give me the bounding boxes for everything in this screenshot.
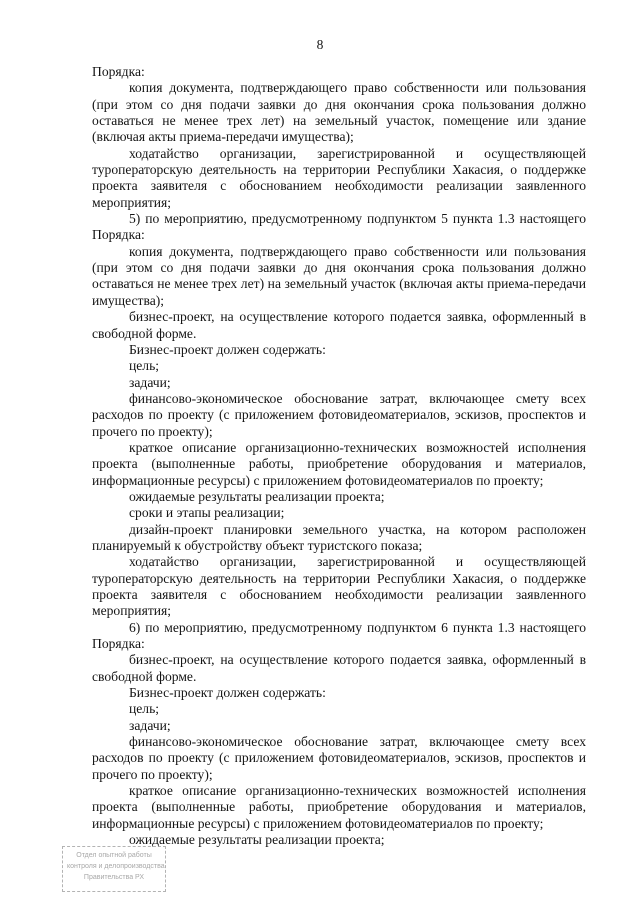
paragraph: копия документа, подтверждающего право собственности или пользования (при этом со дня подачи заявки до дня окончания срока пользования должно оставаться не менее трех лет) на земельный участок, помещение или здание (включая акты приема-передачи имущества);	[92, 80, 586, 145]
registration-stamp	[62, 846, 166, 892]
paragraph: Порядка:	[92, 64, 145, 79]
stamp-line: Правительства РХ	[83, 874, 145, 881]
paragraph: цель;	[129, 358, 160, 374]
paragraph: копия документа, подтверждающего право собственности или пользования (при этом со дня подачи заявки до дня окончания срока пользования должно оставаться не менее трех лет) на земельный участок (включая акты приема-передачи имущества);	[92, 243, 586, 308]
paragraph: краткое описание организационно-технических возможностей исполнения проекта (выполненные работы, приобретение оборудования и материалов, информационные ресурсы) с приложением фотовидеоматериалов по проекту;	[92, 783, 586, 831]
document-body	[92, 64, 586, 849]
paragraph: Бизнес-проект должен содержать:	[129, 341, 326, 357]
paragraph: финансово-экономическое обоснование затрат, включающее смету всех расходов по проекту (с приложением фотовидеоматериалов, эскизов, проспектов и прочего по проекту);	[92, 734, 586, 782]
paragraph: дизайн-проект планировки земельного участка, на котором расположен планируемый к обустройству объект туристского показа;	[92, 521, 586, 553]
paragraph: бизнес-проект, на осуществление которого подается заявка, оформленный в свободной форме.	[92, 309, 586, 341]
paragraph: цель;	[129, 701, 160, 717]
paragraph: задачи;	[129, 374, 171, 390]
paragraph: 5) по мероприятию, предусмотренному подпунктом 5 пункта 1.3 настоящего Порядка:	[92, 211, 586, 243]
paragraph: финансово-экономическое обоснование затрат, включающее смету всех расходов по проекту (с приложением фотовидеоматериалов, эскизов, проспектов и прочего по проекту);	[92, 390, 586, 439]
paragraph: ожидаемые результаты реализации проекта;	[129, 832, 385, 848]
stamp-line: Отдел опытной работы	[76, 852, 152, 859]
paragraph: Бизнес-проект должен содержать:	[129, 685, 326, 701]
paragraph: бизнес-проект, на осуществление которого подается заявка, оформленный в свободной форме.	[92, 652, 586, 684]
paragraph: ходатайство организации, зарегистрированной и осуществляющей туроператорскую деятельность на территории Республики Хакасия, о поддержке проекта заявителя с обоснованием необходимости реализации заявленного мероприятия;	[92, 554, 586, 619]
stamp-line: контроля и делопроизводства	[67, 863, 165, 870]
paragraph: ходатайство организации, зарегистрированной и осуществляющей туроператорскую деятельность на территории Республики Хакасия, о поддержке проекта заявителя с обоснованием необходимости реализации заявленного мероприятия;	[92, 145, 586, 210]
paragraph: задачи;	[129, 717, 171, 733]
page-number: 8	[316, 37, 324, 52]
paragraph: 6) по мероприятию, предусмотренному подпунктом 6 пункта 1.3 настоящего Порядка:	[92, 619, 586, 652]
paragraph: ожидаемые результаты реализации проекта;	[129, 488, 385, 504]
paragraph: сроки и этапы реализации;	[129, 505, 285, 521]
paragraph: краткое описание организационно-технических возможностей исполнения проекта (выполненные работы, приобретение оборудования и материалов, информационные ресурсы) с приложением фотовидеоматериалов по проекту;	[92, 439, 586, 488]
